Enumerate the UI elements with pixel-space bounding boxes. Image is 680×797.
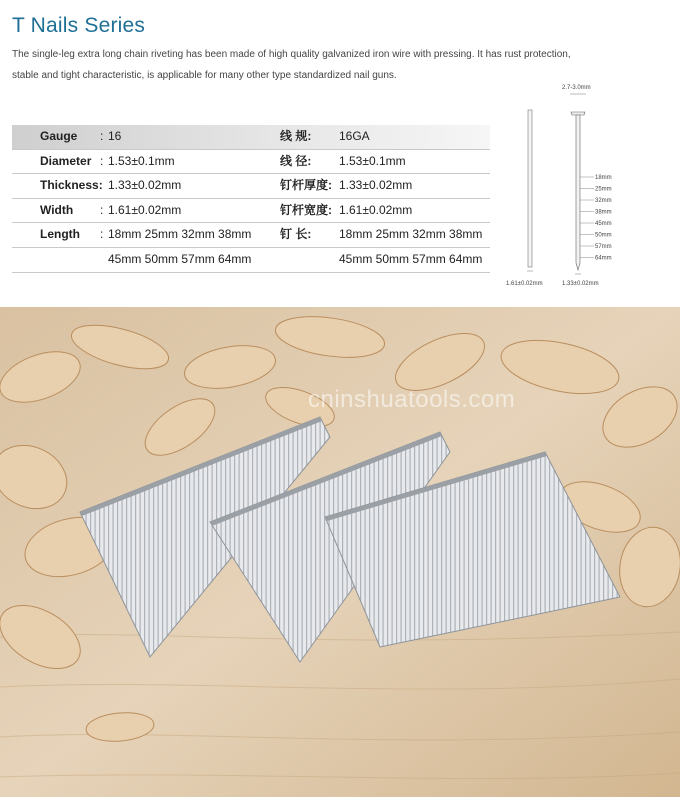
nail-side-view (528, 110, 532, 267)
length-tick-label: 25mm (595, 186, 612, 193)
spec-cn-value: 1.33±0.02mm (339, 178, 413, 193)
length-tick-label: 18mm (595, 175, 612, 181)
spec-row-diameter (12, 150, 490, 175)
spec-value: 16 (108, 129, 122, 143)
spec-cn-label: 钉杆宽度: (280, 202, 332, 217)
spec-row-length (12, 223, 490, 248)
spec-colon: : (100, 202, 104, 217)
spec-cn-value: 45mm 50mm 57mm 64mm (339, 251, 483, 266)
page-title: T Nails Series (12, 14, 146, 37)
spec-value: 1.53±0.1mm (108, 153, 175, 168)
nail-dimension-diagram (500, 80, 630, 290)
spec-cn-value: 18mm 25mm 32mm 38mm (339, 227, 483, 242)
length-tick-label: 32mm (595, 198, 612, 204)
spec-cn-value: 1.61±0.02mm (339, 202, 413, 217)
spec-colon: : (100, 227, 104, 242)
spec-row-width (12, 199, 490, 224)
nail-front-view (576, 115, 580, 270)
spec-label: Thickness: (40, 178, 103, 193)
spec-cn-label: 线 规: (280, 129, 312, 143)
intro-line-2: stable and tight characteristic, is applicable for many other type standardized nail guns. (12, 70, 397, 81)
spec-cn-label: 钉杆厚度: (280, 178, 332, 193)
spec-cn-value: 1.53±0.1mm (339, 153, 406, 168)
spec-colon: : (100, 153, 104, 168)
spec-label: Length (40, 227, 80, 242)
spec-cn-value: 16GA (339, 129, 370, 143)
intro-line-1: The single-leg extra long chain riveting has been made of high quality galvanized iron wire with pressing. It has rust protection, (12, 49, 571, 60)
spec-value: 18mm 25mm 32mm 38mm (108, 227, 252, 242)
spec-cn-label: 钉 长: (280, 227, 312, 242)
watermark: cninshuatools.com (308, 386, 516, 413)
spec-label: Width (40, 202, 74, 217)
length-tick-label: 57mm (595, 244, 612, 250)
head-width-label: 2.7-3.0mm (562, 85, 591, 91)
spec-row-length-continued (12, 248, 490, 273)
spec-colon: : (100, 129, 104, 143)
product-photo (0, 307, 680, 797)
length-ticks (580, 175, 612, 262)
length-tick-label: 64mm (595, 255, 612, 262)
spec-label: Diameter (40, 153, 92, 168)
spec-table (12, 125, 490, 273)
spec-row-thickness (12, 174, 490, 199)
length-tick-label: 45mm (595, 221, 612, 227)
spec-cn-label: 线 径: (280, 153, 312, 168)
spec-value: 45mm 50mm 57mm 64mm (108, 251, 252, 266)
nail-head (571, 112, 585, 115)
length-tick-label: 50mm (595, 232, 612, 239)
width-label: 1.61±0.02mm (506, 281, 543, 287)
spec-label: Gauge (40, 129, 78, 143)
spec-value: 1.61±0.02mm (108, 202, 182, 217)
thickness-label: 1.33±0.02mm (562, 281, 599, 287)
spec-row-gauge (12, 125, 490, 150)
spec-value: 1.33±0.02mm (108, 178, 182, 193)
length-tick-label: 38mm (595, 209, 612, 216)
